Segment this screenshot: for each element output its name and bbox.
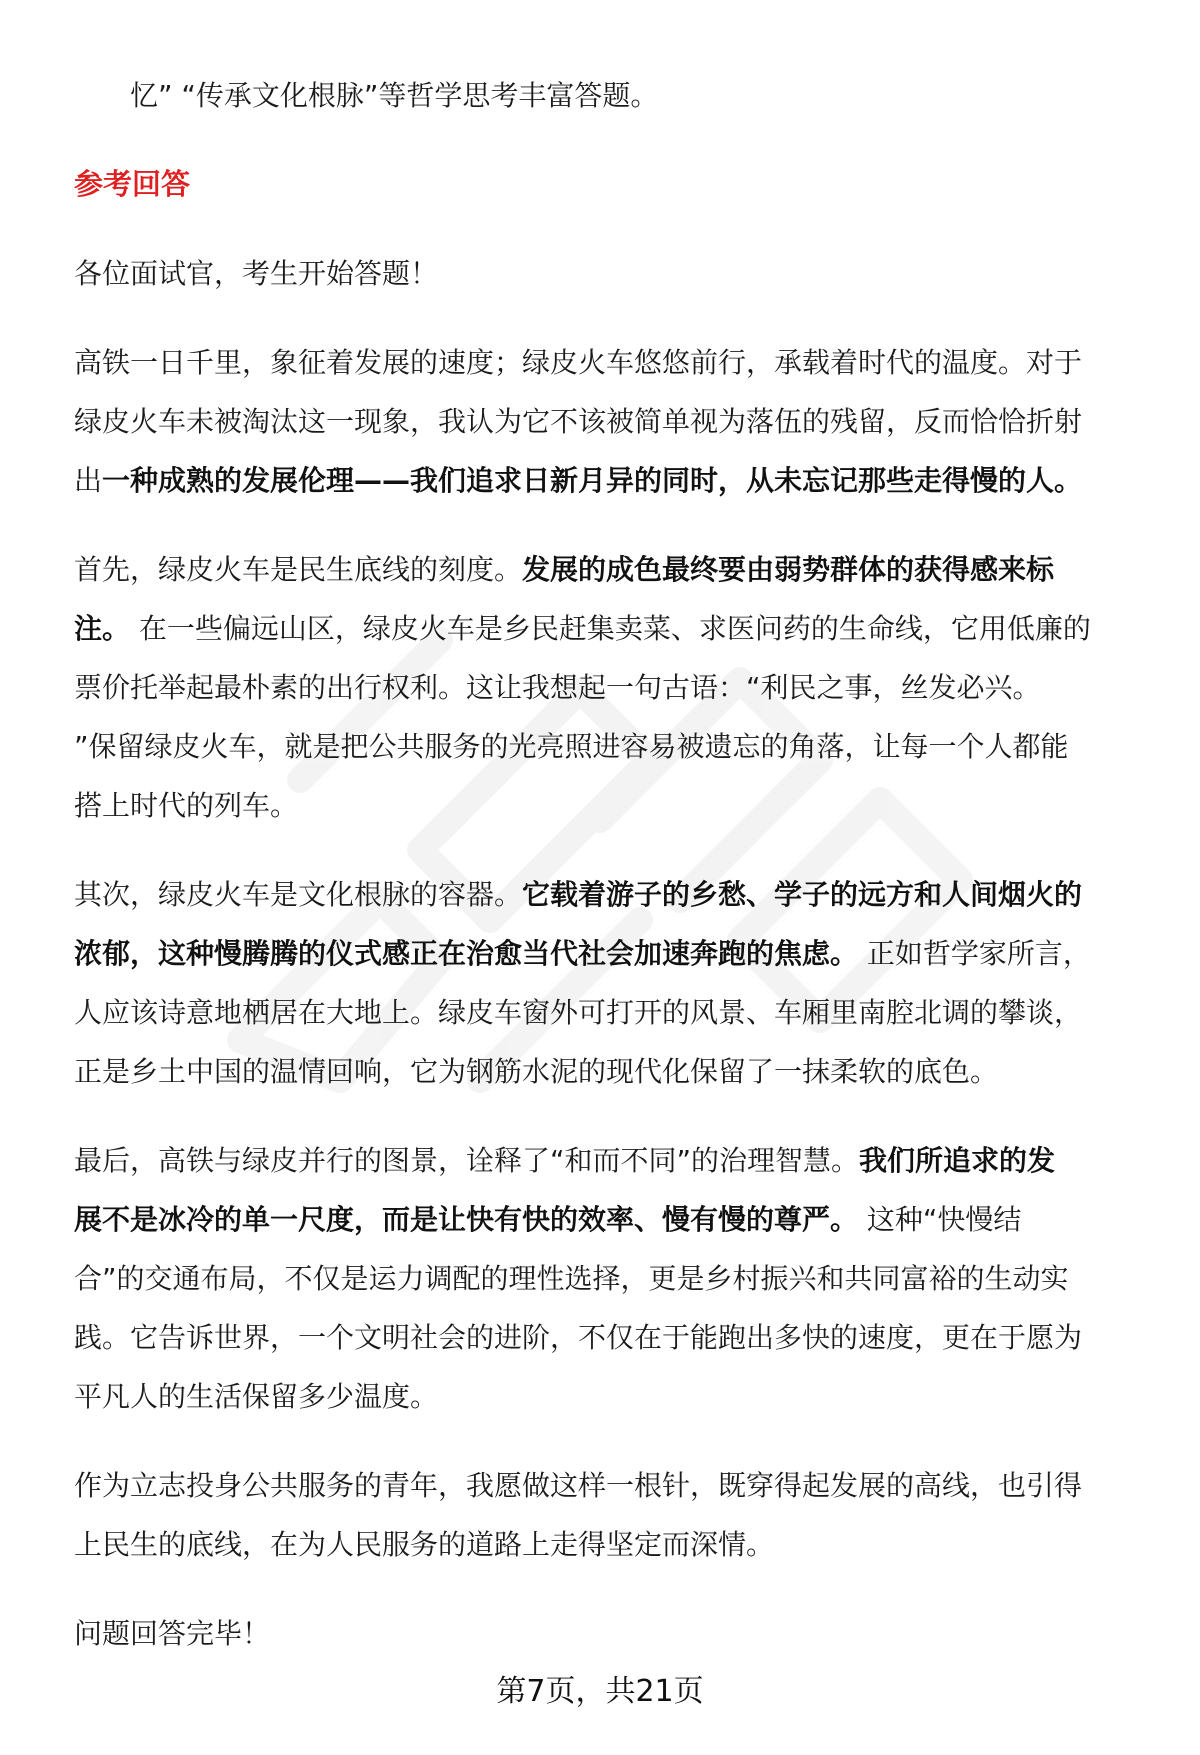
text-span: 出	[74, 464, 103, 497]
paragraph-line	[74, 540, 1164, 599]
text-span: 正是乡土中国的温情回响，它为钢筋水泥的现代化保留了一抹柔软的底色。	[74, 1055, 999, 1088]
paragraph-line	[74, 1308, 1164, 1367]
text-span: 其次，绿皮火车是文化根脉的容器。	[74, 878, 523, 911]
text-span: 人应该诗意地栖居在大地上。绿皮车窗外可打开的风景、车厢里南腔北调的攀谈，	[74, 996, 1083, 1029]
intro-line	[74, 66, 1164, 125]
paragraph-gap	[74, 1101, 1164, 1131]
paragraph-line	[74, 1131, 1164, 1190]
paragraph-line	[74, 717, 1164, 776]
text-span: 票价托举起最朴素的出行权利。这让我想起一句古语：“利民之事，丝发必兴。	[74, 671, 1041, 704]
text-span: 各位面试官，考生开始答题！	[74, 257, 439, 290]
bold-text: 一种成熟的发展伦理——我们追求日新月异的同时，从未忘记那些走得慢的人。	[102, 464, 1083, 497]
paragraph-line	[74, 392, 1164, 451]
text-span: 搭上时代的列车。	[74, 789, 299, 822]
section-heading	[74, 155, 1164, 214]
text-span: 上民生的底线，在为人民服务的道路上走得坚定而深情。	[74, 1528, 775, 1561]
text-span: 问题回答完毕！	[74, 1617, 271, 1650]
text-span: 忆” “传承文化根脉”等哲学思考丰富答题。	[130, 79, 659, 112]
paragraph-line	[74, 1190, 1164, 1249]
text-span: ”保留绿皮火车，就是把公共服务的光亮照进容易被遗忘的角落，让每一个人都能	[74, 730, 1069, 763]
text-span: 这种“快慢结	[858, 1203, 1022, 1236]
text-span: 践。它告诉世界，一个文明社会的进阶，不仅在于能跑出多快的速度，更在于愿为	[74, 1321, 1083, 1354]
closing-line	[74, 1604, 1164, 1663]
paragraph-line	[74, 599, 1164, 658]
paragraph-gap	[74, 1574, 1164, 1604]
paragraph-line	[74, 451, 1164, 510]
paragraph-gap	[74, 214, 1164, 244]
text-span: 合”的交通布局，不仅是运力调配的理性选择，更是乡村振兴和共同富裕的生动实	[74, 1262, 1069, 1295]
paragraph-2	[74, 540, 1164, 835]
paragraph-gap	[74, 303, 1164, 333]
paragraph-gap	[74, 510, 1164, 540]
text-span: 绿皮火车未被淘汰这一现象，我认为它不该被简单视为落伍的残留，反而恰恰折射	[74, 405, 1083, 438]
greeting-line	[74, 244, 1164, 303]
bold-text: 它载着游子的乡愁、学子的远方和人间烟火的	[522, 878, 1083, 911]
paragraph-line	[74, 924, 1164, 983]
paragraph-gap	[74, 835, 1164, 865]
bold-text: 发展的成色最终要由弱势群体的获得感来标	[522, 553, 1055, 586]
paragraph-line	[74, 1456, 1164, 1515]
paragraph-line	[74, 1249, 1164, 1308]
paragraph-4	[74, 1131, 1164, 1426]
paragraph-line	[74, 1515, 1164, 1574]
text-span: 正如哲学家所言，	[858, 937, 1091, 970]
paragraph-gap	[74, 1426, 1164, 1456]
paragraph-gap	[74, 125, 1164, 155]
bold-text: 我们所追求的发	[859, 1144, 1056, 1177]
paragraph-5	[74, 1456, 1164, 1574]
heading-text: 参考回答	[74, 167, 191, 201]
paragraph-3	[74, 865, 1164, 1101]
bold-text: 浓郁，这种慢腾腾的仪式感正在治愈当代社会加速奔跑的焦虑。	[74, 937, 859, 970]
paragraph-line	[74, 1042, 1164, 1101]
paragraph-line	[74, 776, 1164, 835]
text-span: 首先，绿皮火车是民生底线的刻度。	[74, 553, 523, 586]
bold-text: 展不是冰冷的单一尺度，而是让快有快的效率、慢有慢的尊严。	[74, 1203, 859, 1236]
text-span: 在一些偏远山区，绿皮火车是乡民赶集卖菜、求医问药的生命线，它用低廉的	[130, 612, 1091, 645]
text-span: 最后，高铁与绿皮并行的图景，诠释了“和而不同”的治理智慧。	[74, 1144, 860, 1177]
paragraph-line	[74, 1367, 1164, 1426]
paragraph-line	[74, 658, 1164, 717]
text-span: 高铁一日千里，象征着发展的速度；绿皮火车悠悠前行，承载着时代的温度。对于	[74, 346, 1083, 379]
text-span: 作为立志投身公共服务的青年，我愿做这样一根针，既穿得起发展的高线，也引得	[74, 1469, 1083, 1502]
text-span: 平凡人的生活保留多少温度。	[74, 1380, 439, 1413]
paragraph-line	[74, 983, 1164, 1042]
page-number: 第7页，共21页	[496, 1674, 704, 1709]
document-body	[74, 66, 1164, 1663]
paragraph-line	[74, 865, 1164, 924]
bold-text: 注。	[74, 612, 131, 645]
paragraph-line	[74, 333, 1164, 392]
paragraph-1	[74, 333, 1164, 510]
